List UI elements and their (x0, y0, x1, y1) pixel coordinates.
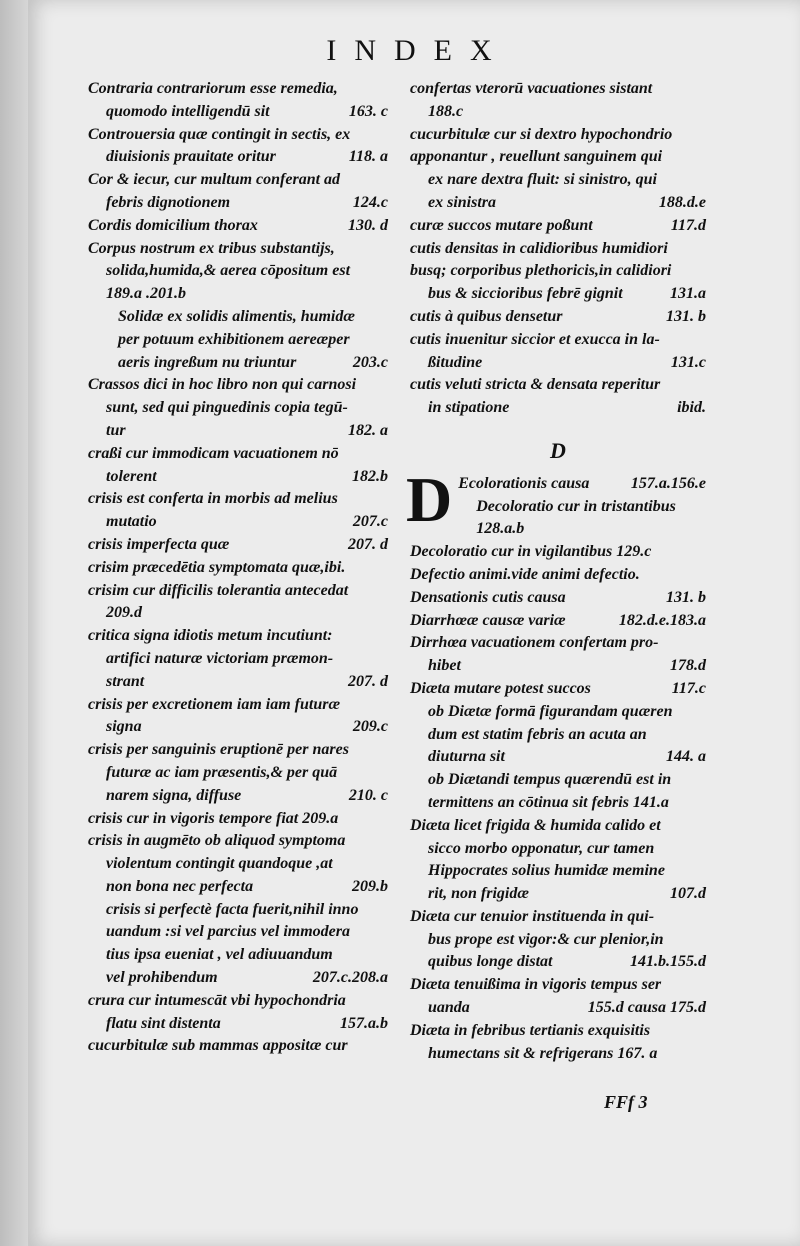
entry-text: rit, non frigidæ (428, 885, 529, 903)
entry-text: diuisionis prauitate oritur (106, 148, 276, 166)
entry-text: futuræ ac iam præsentis,& per quā (106, 763, 338, 781)
entry-text: cucurbitulæ sub mammas appositæ cur (88, 1037, 348, 1055)
entry-text: bus & siccioribus febrē gignit (428, 285, 623, 303)
index-entry-line (410, 655, 706, 678)
entry-text: Decoloratio cur in vigilantibus 129.c (410, 543, 652, 561)
index-entry-line (88, 580, 388, 603)
entry-text: artifici naturæ victoriam præmon- (106, 649, 334, 667)
index-entry-line (410, 192, 706, 215)
page-reference: 141.b.155.d (630, 953, 706, 971)
index-entry-line (410, 215, 706, 238)
book-gutter (0, 0, 28, 1246)
index-entry-line (88, 397, 388, 420)
index-entry-line (88, 1013, 388, 1036)
entry-text: Diarrhœæ causæ variæ (410, 611, 566, 629)
index-entry-line (410, 397, 706, 420)
entry-text: sunt, sed qui pinguedinis copia tegū- (106, 399, 348, 417)
entry-text: crisis est conferta in morbis ad melius (88, 490, 338, 508)
entry-text: vel prohibendum (106, 969, 218, 987)
index-entry-line (88, 511, 388, 534)
index-entry-line (410, 724, 706, 747)
index-entry-line (410, 374, 706, 397)
index-entry-line (88, 648, 388, 671)
page-reference: 182. a (348, 421, 388, 439)
index-entry-line (410, 974, 706, 997)
index-entry-line (88, 967, 388, 990)
index-entry-line (88, 1035, 388, 1058)
entry-text: febris dignotionem (106, 193, 231, 211)
index-entry-line (88, 306, 388, 329)
entry-text: Diæta licet frigida & humida calido et (410, 816, 661, 834)
entry-text: non bona nec perfecta (106, 877, 254, 895)
index-entry-line (88, 808, 388, 831)
entry-text: Defectio animi.vide animi defectio. (410, 565, 640, 583)
entry-text: dum est statim febris an acuta an (428, 725, 647, 743)
index-entry-line (410, 792, 706, 815)
index-entry-line (458, 496, 706, 519)
index-entry-line (88, 625, 388, 648)
entry-text: crisis si perfectè facta fuerit,nihil inno (106, 900, 359, 918)
entry-text: narem signa, diffuse (106, 786, 242, 804)
index-entry-line (88, 488, 388, 511)
entry-text: Cordis domicilium thorax (88, 216, 258, 234)
entry-text: Solidæ ex solidis alimentis, humidæ (118, 307, 355, 325)
index-column-left (88, 78, 388, 1058)
index-entry-line (88, 716, 388, 739)
entry-text: violentum contingit quandoque ,at (106, 855, 333, 873)
page-reference: 188.d.e (658, 193, 706, 211)
index-entry-line (410, 306, 706, 329)
index-entry-line (88, 990, 388, 1013)
entry-text: aeris ingreßum nu triuntur (118, 353, 297, 371)
entry-text: Densationis cutis causa (410, 588, 566, 606)
index-entry-line (458, 518, 706, 541)
entry-text: signa (106, 718, 142, 736)
entry-text: Diæta in febribus tertianis exquisitis (410, 1021, 651, 1039)
page-reference: 130. d (348, 216, 388, 234)
index-entry-line (410, 78, 706, 101)
entry-text: apponantur , reuellunt sanguinem qui (410, 148, 663, 166)
index-entries-c-continued (410, 78, 706, 420)
page-reference: 107.d (670, 885, 706, 903)
entry-text: bus prope est vigor:& cur plenior,in (428, 930, 664, 948)
entry-text: uandum :si vel parcius vel immodera (106, 923, 350, 941)
page-reference: 117.c (671, 679, 706, 697)
entry-text: humectans sit & refrigerans 167. a (428, 1044, 658, 1062)
page-reference: 157.a.b (340, 1014, 388, 1032)
entry-text: 128.a.b (476, 520, 525, 538)
page-reference: 144. a (666, 748, 706, 766)
page-reference: 131. b (666, 307, 706, 325)
page-reference: 178.d (670, 657, 706, 675)
entry-text: Diæta mutare potest succos (410, 679, 591, 697)
entry-text: crisim cur difficilis tolerantia antecedat (88, 581, 349, 599)
index-entry-line (410, 169, 706, 192)
entry-text: sicco morbo opponatur, cur tamen (428, 839, 655, 857)
entry-text: crisis imperfecta quæ (88, 535, 230, 553)
entry-text: ex nare dextra fluit: si sinistro, qui (428, 171, 657, 189)
entry-text: Cor & iecur, cur multum conferant ad (88, 171, 341, 189)
index-entry-line (410, 860, 706, 883)
index-entry-line (88, 260, 388, 283)
index-entry-line (88, 853, 388, 876)
index-entry-line (88, 283, 388, 306)
index-entry-line (410, 564, 706, 587)
index-entry-line (410, 906, 706, 929)
entry-text: Ecolorationis causa (458, 474, 590, 492)
entry-text: uanda (428, 999, 470, 1017)
entry-text: Corpus nostrum ex tribus substantijs, (88, 239, 335, 257)
index-entry-line (410, 678, 706, 701)
index-entry-line (88, 215, 388, 238)
entry-text: cutis densitas in calidioribus humidiori (410, 239, 668, 257)
entry-text: Controuersia quæ contingit in sectis, ex (88, 125, 351, 143)
entry-text: confertas vterorū vacuationes sistant (410, 80, 653, 97)
entry-text: 209.d (106, 604, 142, 622)
index-entry-line (410, 1020, 706, 1043)
page-reference: 207.c (352, 513, 388, 531)
page-reference: 157.a.156.e (630, 474, 706, 492)
index-entry-line (88, 169, 388, 192)
index-entry-line (88, 329, 388, 352)
entry-text: termittens an cōtinua sit febris 141.a (428, 793, 669, 811)
entry-text: diuturna sit (428, 748, 505, 766)
index-entry-line (88, 374, 388, 397)
index-entry-line (88, 602, 388, 625)
entry-text: Crassos dici in hoc libro non qui carnosi (88, 376, 357, 394)
page-reference: 209.b (352, 877, 388, 895)
entry-text: Hippocrates solius humidæ memine (428, 862, 665, 880)
entry-text: ex sinistra (428, 193, 497, 211)
entry-text: crisis per excretionem iam iam futuræ (88, 695, 340, 713)
page-reference: 210. c (348, 786, 388, 804)
page-reference: 182.d.e.183.a (618, 611, 706, 629)
page-reference: 207. d (348, 535, 388, 553)
entry-text: Diæta tenuißima in vigoris tempus ser (410, 976, 662, 994)
page-reference: 131.c (670, 353, 706, 371)
page-reference: 117.d (670, 216, 706, 234)
index-entry-line (410, 587, 706, 610)
index-entry-line (410, 838, 706, 861)
entry-text: crura cur intumescāt vbi hypochondria (88, 991, 346, 1009)
entry-text: crisis per sanguinis eruptionē per nares (88, 741, 349, 759)
index-entry-line (410, 329, 706, 352)
entry-text: hibet (428, 657, 461, 675)
index-entries-d (406, 463, 706, 1066)
page-reference: 207. d (348, 672, 388, 690)
page-reference: 131. b (666, 588, 706, 606)
entry-text: 189.a .201.b (106, 285, 186, 303)
index-entry-line (88, 101, 388, 124)
entry-text: Contraria contrariorum esse remedia, (88, 80, 338, 97)
index-entry-line (410, 701, 706, 724)
entry-text: quibus longe distat (428, 953, 553, 971)
entry-text: busq; corporibus plethoricis,in calidiori (410, 262, 672, 280)
drop-cap: D (406, 463, 453, 535)
entry-text: 188.c (428, 102, 464, 120)
index-entry-line (410, 997, 706, 1020)
entry-text: cucurbitulæ cur si dextro hypochondrio (410, 125, 673, 143)
page-reference: 124.c (352, 193, 388, 211)
index-entry-line (88, 352, 388, 375)
index-entry-line (88, 694, 388, 717)
index-entry-line (410, 1043, 706, 1066)
index-column-right (406, 78, 706, 1065)
index-entry-line (88, 762, 388, 785)
index-entry-line (88, 420, 388, 443)
entry-text: critica signa idiotis metum incutiunt: (88, 627, 333, 645)
entry-text: flatu sint distenta (106, 1014, 221, 1032)
page-reference: 118. a (348, 148, 388, 166)
entry-text: tius ipsa eueniat , vel adiuuandum (106, 946, 333, 964)
entry-text: crisim præcedētia symptomata quæ,ibi. (88, 558, 346, 576)
entry-text: solida,humida,& aerea cōpositum est (106, 262, 351, 280)
index-entry-line (410, 260, 706, 283)
index-entry-line (410, 815, 706, 838)
entry-text: tolerent (106, 467, 157, 485)
page-reference: 209.c (352, 718, 388, 736)
index-entry-line (88, 534, 388, 557)
entry-text: per potuum exhibitionem aereæper (118, 330, 350, 348)
index-entry-line (410, 352, 706, 375)
page-reference: 182.b (352, 467, 388, 485)
index-entry-line (88, 466, 388, 489)
index-entry-line (410, 769, 706, 792)
index-entry-line (410, 238, 706, 261)
entry-text: curæ succos mutare poßunt (410, 216, 593, 234)
entry-text: Dirrhœa vacuationem confertam pro- (410, 634, 659, 652)
page-title: INDEX (326, 34, 510, 67)
index-entry-line (410, 146, 706, 169)
index-entry-line (88, 124, 388, 147)
index-entry-line (88, 146, 388, 169)
index-entry-line (410, 951, 706, 974)
entry-text: mutatio (106, 513, 157, 531)
entry-text: cutis à quibus densetur (410, 307, 563, 325)
index-entry-line (410, 283, 706, 306)
entry-text: ßitudine (428, 353, 483, 371)
index-entry-line (410, 101, 706, 124)
index-entry-line (410, 610, 706, 633)
index-entry-line (88, 557, 388, 580)
index-entry-line (88, 830, 388, 853)
entry-text: cutis inuenitur siccior et exucca in la- (410, 330, 660, 348)
entry-text: tur (106, 421, 126, 439)
index-entry-line (88, 944, 388, 967)
entry-text: ob Diætæ formā figurandam quæren (428, 702, 673, 720)
section-letter: D (550, 437, 566, 463)
index-entry-line (88, 899, 388, 922)
index-entry-line (410, 124, 706, 147)
entry-text: strant (106, 672, 145, 690)
page-reference: 207.c.208.a (312, 969, 388, 987)
entry-text: quomodo intelligendū sit (106, 102, 270, 120)
entry-text: crisis cur in vigoris tempore fiat 209.a (88, 809, 339, 827)
index-entry-line (88, 921, 388, 944)
index-entry-line (410, 929, 706, 952)
page-reference: 203.c (352, 353, 388, 371)
index-entry-line (88, 876, 388, 899)
signature-mark: FFf 3 (604, 1092, 648, 1112)
index-entry-line (88, 238, 388, 261)
entry-text: craßi cur immodicam vacuationem nō (88, 444, 339, 462)
index-entry-line (410, 541, 706, 564)
index-entry-line (88, 192, 388, 215)
index-entry-line (88, 671, 388, 694)
page-reference: 163. c (348, 102, 388, 120)
entry-text: in stipatione (428, 399, 510, 417)
index-entry-line (410, 746, 706, 769)
page-reference: 131.a (670, 285, 706, 303)
index-entry-line (88, 785, 388, 808)
index-entry-line (410, 883, 706, 906)
index-entry-line (410, 632, 706, 655)
entry-text: cutis veluti stricta & densata reperitur (410, 376, 661, 394)
entry-text: Diæta cur tenuior instituenda in qui- (410, 907, 655, 925)
index-entry-line (88, 78, 388, 101)
entry-text: ob Diætandi tempus quærendū est in (428, 771, 672, 789)
entry-text: crisis in augmēto ob aliquod symptoma (88, 832, 346, 850)
page-reference: ibid. (677, 399, 706, 417)
entry-text: Decoloratio cur in tristantibus (476, 497, 676, 515)
index-entry-line (88, 739, 388, 762)
index-entry-line (88, 443, 388, 466)
page-reference: 155.d causa 175.d (587, 999, 706, 1017)
